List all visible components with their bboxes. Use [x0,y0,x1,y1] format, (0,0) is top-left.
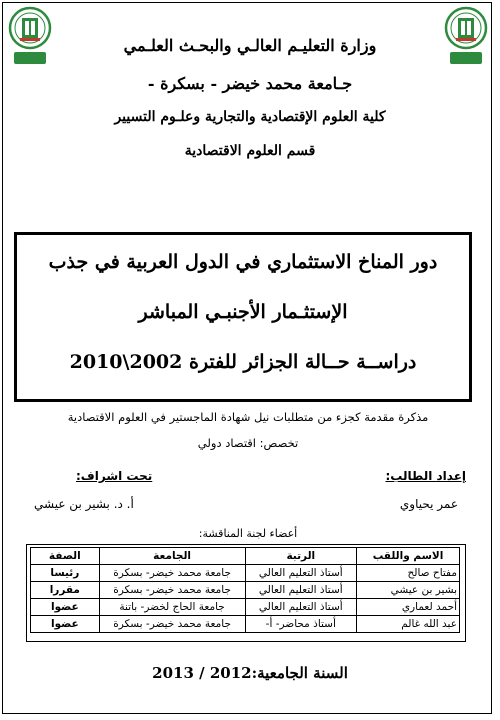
title-line-2: الإستثـمار الأجنبـي المباشر [138,301,348,323]
university-logo-left-icon [8,6,52,68]
department-name: قسم العلوم الاقتصادية [184,143,316,159]
title-line-3: دراســة حــالة الجزائر للفترة 2002\2010 [69,351,417,373]
student-label: إعداد الطالب: [385,469,466,483]
column-header-rank: الرتبة [245,548,357,565]
ministry-name: وزارة التعليـم العالـي والبحـث العلـمي [123,36,377,55]
member-university: جامعة الحاج لخضر- باتنة [99,599,245,616]
member-rank: أستاذ التعليم العالي [245,565,357,582]
university-logo-right-icon [444,6,488,68]
faculty-name: كلية العلوم الإقتصادية والتجارية وعلـوم التسيير [114,109,386,125]
title-box [14,232,472,402]
table-row [31,616,460,633]
committee-title: أعضاء لجنة المناقشة: [198,527,298,540]
member-university: جامعة محمد خيضر- بسكرة [99,565,245,582]
member-role: عضوا [31,616,100,633]
academic-year: السنة الجامعية:2012 / 2013 [152,664,348,682]
memo-purpose: مذكرة مقدمة كجزء من متطلبات نيل شهادة الماجستير في العلوم الاقتصادية [67,410,429,424]
column-header-name: الاسم واللقب [357,548,460,565]
table-row [31,565,460,582]
table-header-row [31,548,460,565]
table-row [31,599,460,616]
member-rank: أستاذ محاضر- أ- [245,616,357,633]
supervisor-name: أ. د. بشير بن عيشي [34,497,134,511]
table-row [31,582,460,599]
column-header-university: الجامعة [99,548,245,565]
member-name: بشير بن عيشي [357,582,460,599]
member-name: عبد الله غالم [357,616,460,633]
member-university: جامعة محمد خيضر- بسكرة [99,582,245,599]
student-name: عمر يحياوي [399,497,458,511]
member-rank: أستاذ التعليم العالي [245,599,357,616]
column-header-role: الصفة [31,548,100,565]
title-line-1: دور المناخ الاستثماري في الدول العربية في جذب [48,251,438,273]
member-role: عضوا [31,599,100,616]
committee-table [30,547,460,633]
member-university: جامعة محمد خيضر- بسكرة [99,616,245,633]
supervisor-label: تحت اشراف: [76,469,153,483]
member-name: مفتاح صالح [357,565,460,582]
member-rank: أستاذ التعليم العالي [245,582,357,599]
university-name: جـامعة محمد خيضر - بسكرة - [147,74,353,93]
member-name: أحمد لعماري [357,599,460,616]
member-role: رئيسا [31,565,100,582]
member-role: مقررا [31,582,100,599]
memo-specialty: تخصص: اقتصاد دولي [197,436,299,450]
